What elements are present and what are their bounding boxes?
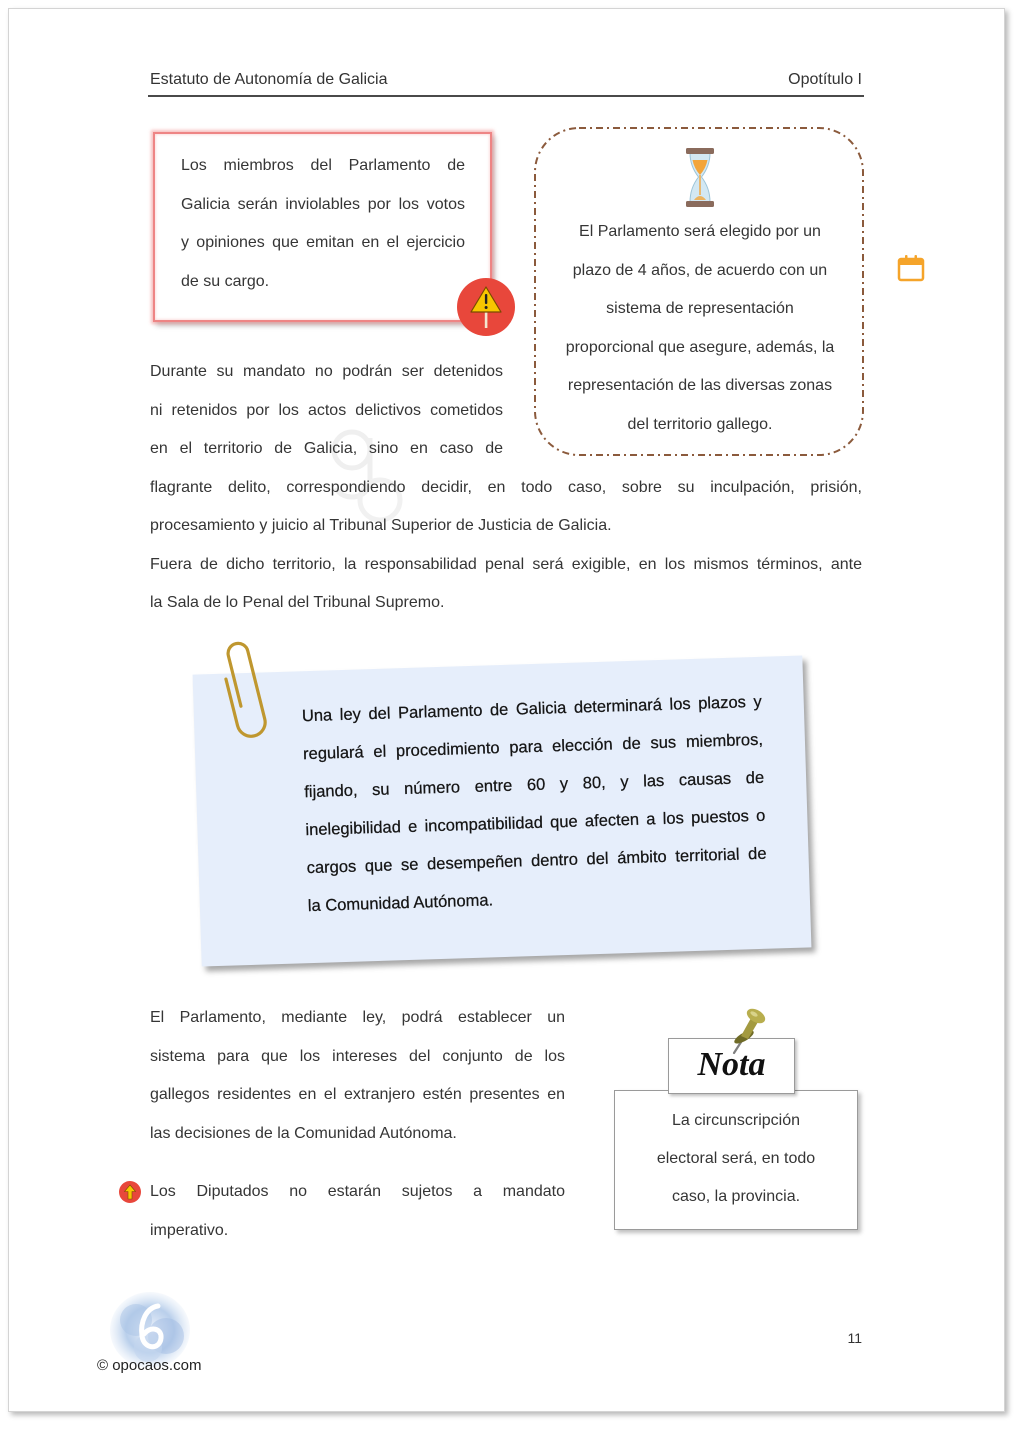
note-card — [193, 655, 812, 966]
note-card-line: cargos que se desempeñen dentro del ámbito territorial de — [306, 844, 767, 878]
callout-line: Los miembros del Parlamento de — [181, 157, 465, 174]
header-title: Estatuto de Autonomía de Galicia — [150, 71, 388, 88]
bullet-arrow-icon — [119, 1181, 141, 1203]
note-card-text — [301, 683, 768, 925]
warning-icon — [456, 277, 516, 337]
paragraph-line: flagrante delito, correspondiendo decidir, en todo caso, sobre su inculpación, prisión, — [150, 478, 862, 496]
callout-line: representación de las diversas zonas — [567, 377, 833, 394]
paragraph-line: las decisiones de la Comunidad Autónoma. — [150, 1124, 457, 1142]
paragraph-line: en el territorio de Galicia, sino en caso de — [150, 440, 503, 457]
header-rule — [148, 95, 864, 97]
note-card-line: inelegibilidad e incompatibilidad que afecten a los puestos o — [305, 806, 766, 840]
bullet-item — [150, 1173, 565, 1250]
hourglass-icon — [684, 148, 716, 208]
bullet-line: Los Diputados no estarán sujetos a mandato — [150, 1183, 565, 1200]
callout-line: y opiniones que emitan en el ejercicio — [181, 234, 465, 251]
callout-line: sistema de representación — [606, 300, 794, 317]
callout-line: El Parlamento será elegido por un — [579, 223, 821, 240]
nota-text — [614, 1102, 858, 1216]
paperclip-icon — [210, 634, 270, 746]
callout-line: proporcional que asegure, además, la — [565, 338, 835, 356]
paragraph-line: gallegos residentes en el extranjero estén presentes en — [150, 1086, 565, 1103]
page-number: 11 — [847, 1330, 862, 1346]
note-card-line: Una ley del Parlamento de Galicia determinará los plazos y — [301, 692, 762, 726]
paragraph-line: sistema para que los intereses del conjunto de los — [150, 1047, 565, 1065]
pushpin-icon — [722, 1003, 770, 1055]
callout-line: plazo de 4 años, de acuerdo con un — [572, 261, 828, 279]
paragraph-line: procesamiento y juicio al Tribunal Superior de Justicia de Galicia. — [150, 517, 612, 534]
paragraph-line: la Sala de lo Penal del Tribunal Supremo. — [150, 594, 445, 611]
note-card-line: la Comunidad Autónoma. — [307, 891, 494, 916]
nota-line: La circunscripción — [671, 1112, 801, 1129]
callout-line: del territorio gallego. — [627, 415, 773, 433]
body-paragraph-bottom — [150, 999, 565, 1153]
paragraph-line: Fuera de dicho territorio, la responsabilidad penal será exigible, en los mismos términos, ante — [150, 555, 862, 573]
note-card-line: fijando, su número entre 60 y 80, y las causas de — [304, 768, 765, 802]
nota-label: Nota — [668, 1038, 795, 1094]
paragraph-line: El Parlamento, mediante ley, podrá establecer un — [150, 1009, 565, 1026]
body-paragraphs-top — [150, 353, 862, 623]
paragraph-line: ni retenidos por los actos delictivos cometidos — [150, 401, 503, 419]
header-chapter: Opotítulo I — [788, 71, 862, 88]
paragraph-line: Durante su mandato no podrán ser detenidos — [150, 363, 503, 380]
callout-line: de su cargo. — [181, 272, 270, 290]
calendar-icon — [897, 254, 925, 282]
inviolability-callout-text — [181, 147, 465, 301]
note-card-line: regulará el procedimiento para elección de sus miembros, — [302, 730, 764, 764]
nota-line: electoral será, en todo — [656, 1150, 816, 1167]
copyright-text: © opocaos.com — [97, 1357, 202, 1374]
bullet-line: imperativo. — [150, 1221, 229, 1239]
nota-line: caso, la provincia. — [671, 1188, 801, 1205]
callout-line: Galicia serán inviolables por los votos — [181, 195, 465, 213]
